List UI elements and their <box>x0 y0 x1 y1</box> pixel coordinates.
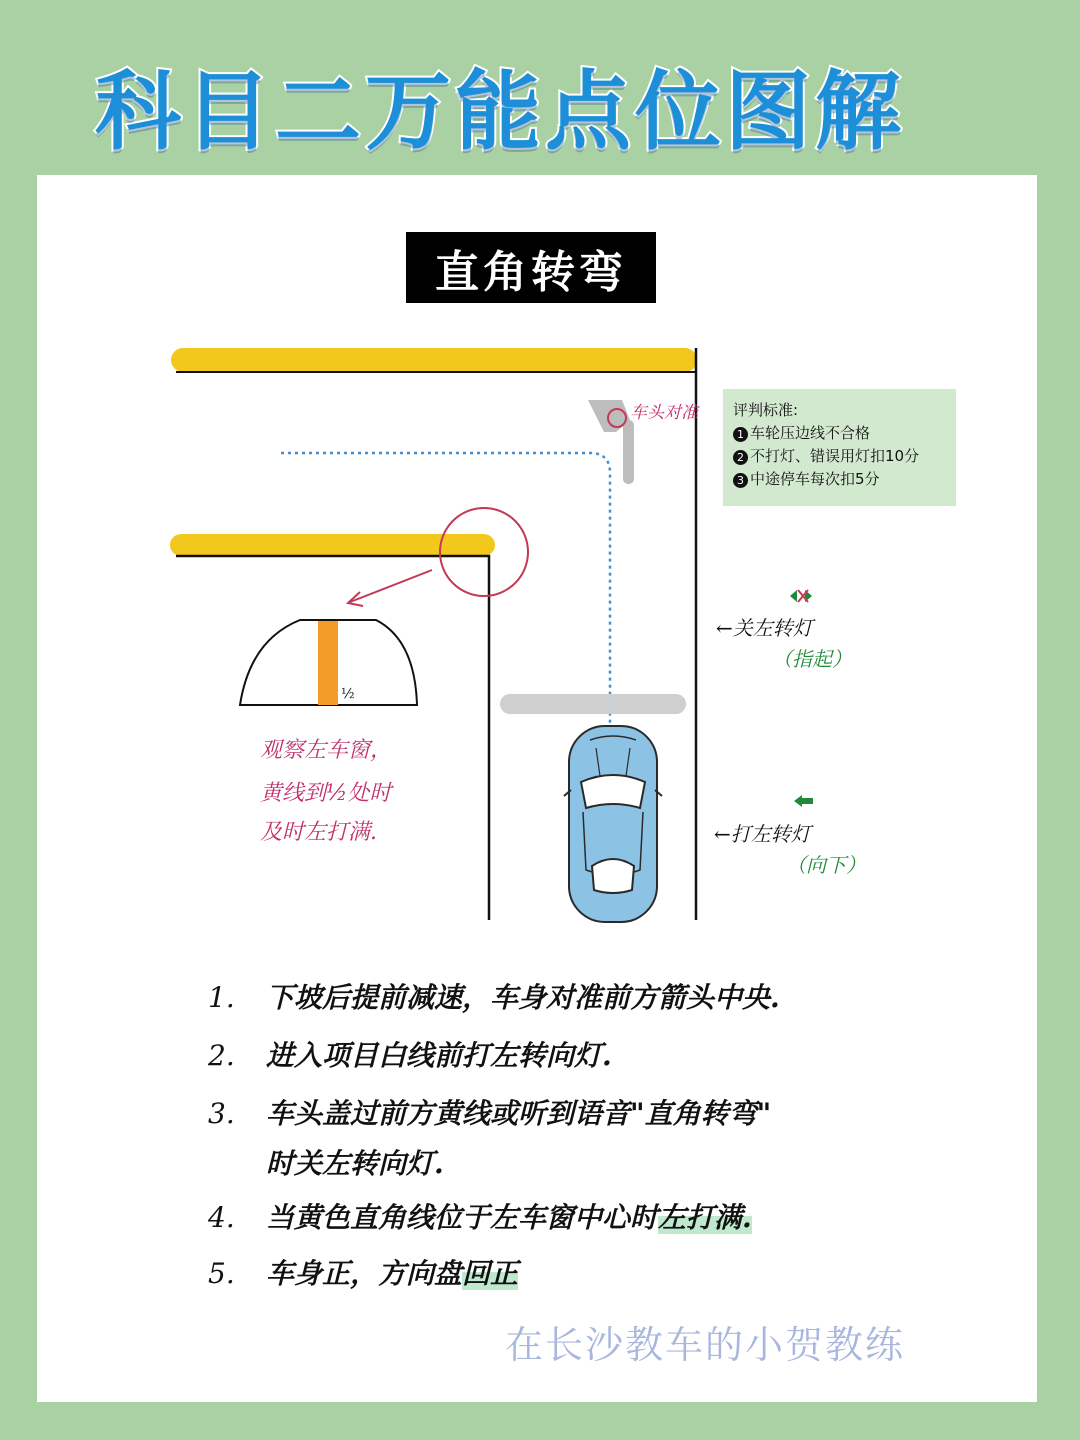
turn-on-signal-sub: （向下） <box>786 853 866 877</box>
corner-yellow-line <box>170 534 495 556</box>
step-highlight: 回正 <box>462 1257 519 1290</box>
step-number: 4. <box>208 1201 235 1234</box>
criteria-item <box>733 422 946 445</box>
turn-on-signal-label: ←打左转灯 <box>714 822 811 846</box>
window-note-line-1: 观察左车窗， <box>260 738 393 763</box>
turn-off-signal-label: ←关左转灯 <box>716 616 813 640</box>
criteria-number: 3 <box>733 473 748 488</box>
step-text: 车头盖过前方黄线或听到语音"直角转弯" <box>266 1097 772 1130</box>
step-text: 下坡后提前减速，车身对准前方箭头中央. <box>266 981 780 1014</box>
turn-off-signal-sub: （指起） <box>772 647 852 671</box>
grey-arrow-stem <box>623 420 634 484</box>
step-1 <box>208 976 780 1016</box>
step-text: 进入项目白线前打左转向灯. <box>266 1039 612 1072</box>
criteria-number: 1 <box>733 427 748 442</box>
criteria-text: 车轮压边线不合格 <box>750 424 871 442</box>
window-yellow-stripe <box>318 621 338 705</box>
criteria-text: 中途停车每次扣5分 <box>750 470 880 488</box>
criteria-heading: 评判标准: <box>733 401 799 419</box>
criteria-box <box>723 389 956 506</box>
car-icon <box>564 726 662 922</box>
section-title: 直角转弯 <box>406 232 656 303</box>
criteria-item <box>733 468 946 491</box>
step-5 <box>208 1252 518 1292</box>
step-number: 1. <box>208 981 235 1014</box>
step-3 <box>208 1092 771 1132</box>
main-title: 科目二万能点位图解 <box>95 62 905 162</box>
step-3-continued <box>208 1142 444 1182</box>
window-half-label: ½ <box>341 686 355 702</box>
step-text: 时关左转向灯. <box>266 1147 444 1180</box>
step-number: 5. <box>208 1257 235 1290</box>
criteria-text: 不打灯、错误用灯扣10分 <box>750 447 920 465</box>
step-number: 2. <box>208 1039 235 1072</box>
step-highlight: 左打满. <box>658 1201 752 1234</box>
step-2 <box>208 1034 612 1074</box>
window-note-line-2: 黄线到½处时 <box>260 781 392 806</box>
grey-stop-line <box>500 694 686 714</box>
signal-off-icon <box>790 590 812 602</box>
step-number: 3. <box>208 1097 235 1130</box>
signal-on-icon <box>794 795 813 807</box>
top-yellow-line <box>171 348 697 372</box>
step-text: 当黄色直角线位于左车窗中心时 <box>266 1201 659 1234</box>
step-text: 车身正，方向盘 <box>266 1257 463 1290</box>
criteria-item <box>733 445 946 468</box>
criteria-number: 2 <box>733 450 748 465</box>
car-align-label: 车头对准 <box>630 403 698 423</box>
author-signature: 在长沙教车的小贺教练 <box>505 1323 906 1367</box>
step-4 <box>208 1196 752 1236</box>
red-arrow-line <box>350 570 432 602</box>
window-note-line-3: 及时左打满. <box>260 820 377 845</box>
